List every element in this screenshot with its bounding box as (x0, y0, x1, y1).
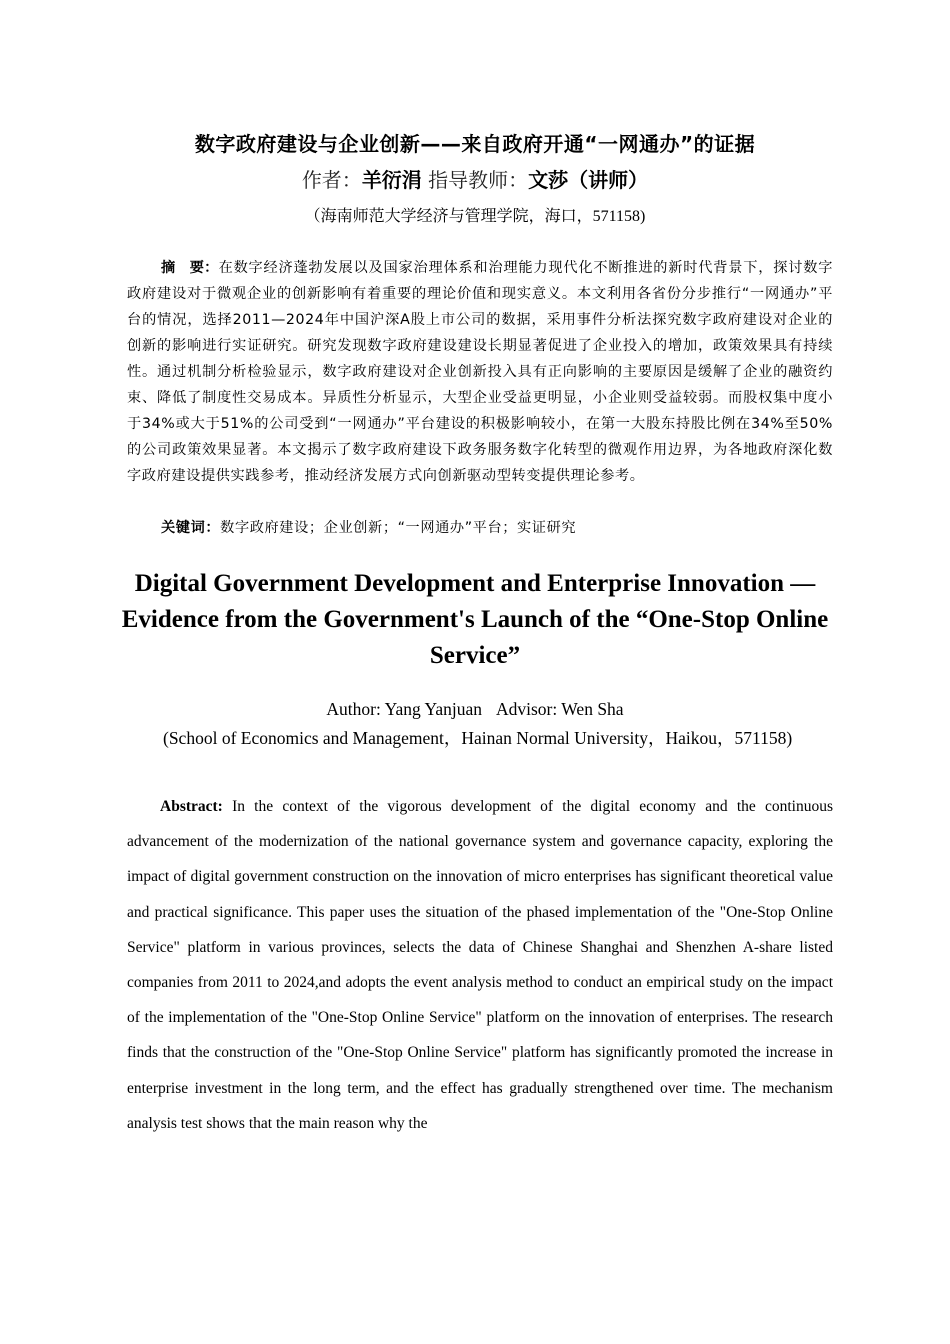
chinese-keywords (161, 515, 833, 541)
english-abstract-text: In the context of the vigorous development of the digital economy and the continuous advancement of the modernization of the national governance system and governance capacity, exploring the impact of digital government construction on the innovation of micro enterprises has significant theoretical value and practical significance. This paper uses the situation of the phased implementation of the "One-Stop Online Service" platform in various provinces, selects the data of Chinese Shanghai and Shenzhen A-share listed companies from 2011 to 2024,and adopts the event analysis method to conduct an empirical study on the impact of the implementation of the "One-Stop Online Service" platform on the innovation of enterprises. The research finds that the construction of the "One-Stop Online Service" platform has significantly promoted the increase in enterprise investment in the long term, and the effect has gradually strengthened over time. The mechanism analysis test shows that the main reason why the (127, 798, 834, 1132)
chinese-keywords-text: 数字政府建设；企业创新；“一网通办”平台；实证研究 (220, 520, 577, 536)
chinese-abstract-label: 摘 要： (161, 260, 219, 276)
english-affiliation: (School of Economics and Management，Hainan Normal University，Haikou，571158) (163, 728, 793, 748)
author-label: 作者： (301, 168, 362, 192)
chinese-keywords-label: 关键词： (161, 520, 221, 536)
english-title: Digital Government Development and Enterprise Innovation — Evidence from the Government's Launch of the “One-Stop Online Service” (121, 570, 829, 669)
chinese-affiliation: （海南师范大学经济与管理学院，海口，571158) (304, 208, 646, 225)
english-author-line (0, 699, 950, 720)
english-abstract (127, 789, 833, 1141)
english-author: Author: Yang Yanjuan (326, 699, 482, 719)
chinese-abstract (127, 255, 833, 489)
advisor-label: 指导教师： (428, 168, 529, 192)
english-abstract-label: Abstract: (160, 798, 223, 815)
chinese-author-line (0, 164, 950, 193)
chinese-abstract-text: 在数字经济蓬勃发展以及国家治理体系和治理能力现代化不断推进的新时代背景下，探讨数字政府建设对于微观企业的创新影响有着重要的理论价值和现实意义。本文利用各省份分步推行“一网通办”平台的情况，选择2011—2024年中国沪深A股上市公司的数据，采用事件分析法探究数字政府建设对企业的创新的影响进行实证研究。研究发现数字政府建设建设长期显著促进了企业投入的增加，政策效果具有持续性。通过机制分析检验显示，数字政府建设对企业创新投入具有正向影响的主要原因是缓解了企业的融资约束、降低了制度性交易成本。异质性分析显示，大型企业受益更明显，小企业则受益较弱。而股权集中度小于34%或大于51%的公司受到“一网通办”平台建设的积极影响较小，在第一大股东持股比例在34%至50%的公司政策效果显著。本文揭示了数字政府建设下政务服务数字化转型的微观作用边界，为各地政府深化数字政府建设提供实践参考，推动经济发展方式向创新驱动型转变提供理论参考。 (127, 260, 833, 484)
author-name: 羊衍涓 (361, 168, 422, 192)
advisor-name: 文莎（讲师） (528, 168, 649, 192)
english-advisor: Advisor: Wen Sha (496, 699, 624, 719)
chinese-title: 数字政府建设与企业创新——来自政府开通“一网通办”的证据 (194, 132, 756, 156)
